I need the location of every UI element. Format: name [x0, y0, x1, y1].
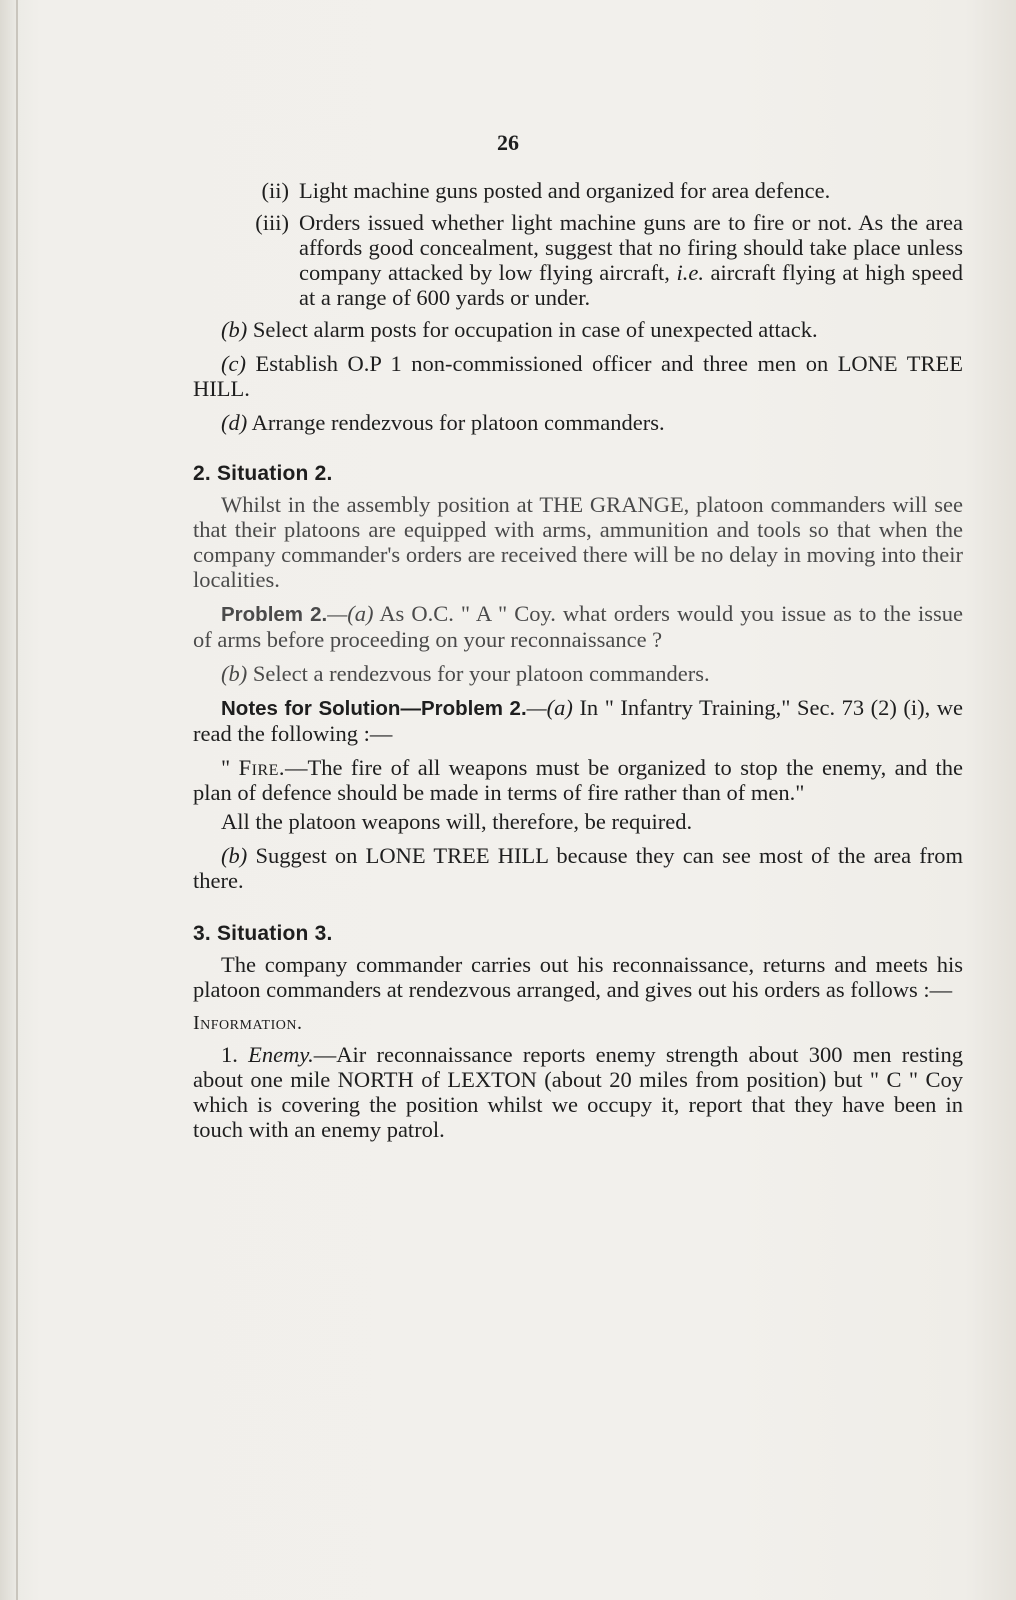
problem-2-b	[193, 661, 963, 686]
fire-quote-text: —The fire of all weapons must be organized to stop the enemy, and the plan of defence should be made in terms of fire rather than of men."	[193, 755, 963, 805]
notes-2-a-label: —(a)	[526, 695, 573, 720]
item-d-text: Arrange rendezvous for platoon commanders.	[251, 410, 665, 435]
notes-2-b	[193, 843, 963, 893]
item-b-text: Select alarm posts for occupation in case of unexpected attack.	[252, 317, 818, 342]
situation-3-heading: 3. Situation 3.	[193, 922, 333, 945]
problem-2-a	[193, 601, 963, 652]
item-iii-text-wrap	[297, 210, 963, 310]
item-iii-text: Orders issued whether light machine guns are to fire or not. As the area affords good concealment, suggest that no firing should take place unless company attacked by low flying aircraft,	[299, 210, 963, 285]
binding-gutter	[16, 0, 18, 1600]
fire-quote	[193, 755, 963, 805]
enemy-label: Enemy.	[248, 1042, 314, 1067]
problem-2-a-text: As O.C. " A " Coy. what orders would you issue as to the issue of arms before proceeding on your reconnaissance ?	[193, 601, 964, 652]
item-ii-number: (ii)	[261, 178, 289, 203]
information-heading: Information.	[193, 1012, 303, 1034]
item-d	[193, 410, 963, 435]
item-c-text: Establish O.P 1 non-commissioned officer and three men on LONE TREE HILL.	[193, 351, 963, 401]
item-c	[193, 351, 963, 401]
notes-2-b-label: (b)	[221, 843, 248, 868]
enemy-number: 1.	[221, 1042, 238, 1067]
item-iii-number: (iii)	[255, 210, 289, 235]
problem-2-b-text: Select a rendezvous for your platoon commanders.	[252, 661, 710, 686]
situation-2-heading: 2. Situation 2.	[193, 462, 333, 485]
fire-quote-label: Fire.	[238, 755, 286, 780]
enemy-paragraph	[193, 1042, 963, 1142]
item-d-label: (d)	[221, 410, 248, 435]
notes-2-a-text: In " Infantry Training," Sec. 73 (2) (i), we read the following :—	[193, 695, 964, 746]
situation-3-paragraph: The company commander carries out his reconnaissance, returns and meets his platoon commanders at rendezvous arranged, and gives out his orders as follows :—	[193, 952, 963, 1002]
problem-2-a-label: —(a)	[327, 601, 374, 626]
item-iii	[193, 210, 963, 310]
item-ii	[193, 178, 963, 203]
item-ii-text: Light machine guns posted and organized for area defence.	[299, 178, 831, 203]
notes-2-label: Notes for Solution—Problem 2.	[221, 697, 527, 720]
problem-2-b-label: (b)	[221, 661, 248, 686]
enemy-text: —Air reconnaissance reports enemy strength about 300 men resting about one mile NORTH of LEXTON (about 20 miles from position) but " C " Coy which is covering the position whilst we occupy it, report that they have been in touch with an enemy patrol.	[193, 1042, 964, 1142]
item-b-label: (b)	[221, 317, 248, 342]
item-iii-text-2: aircraft flying at high speed at a range of 600 yards or under.	[299, 260, 963, 310]
item-c-label: (c)	[221, 351, 246, 376]
situation-2-paragraph: Whilst in the assembly position at THE GRANGE, platoon commanders will see that their platoons are equipped with arms, ammunition and tools so that when the company commander's orders are received there will be no delay in moving into their localities.	[193, 492, 963, 592]
notes-2-b-text: Suggest on LONE TREE HILL because they can see most of the area from there.	[193, 843, 964, 893]
item-iii-ie: i.e.	[676, 260, 704, 285]
weapons-required: All the platoon weapons will, therefore, be required.	[221, 809, 693, 834]
item-b	[193, 317, 963, 342]
page-body	[193, 178, 963, 1151]
notes-2-a	[193, 695, 963, 746]
fire-quote-open: "	[221, 755, 239, 780]
problem-2-label: Problem 2.	[221, 603, 328, 626]
page-number: 26	[497, 130, 519, 155]
